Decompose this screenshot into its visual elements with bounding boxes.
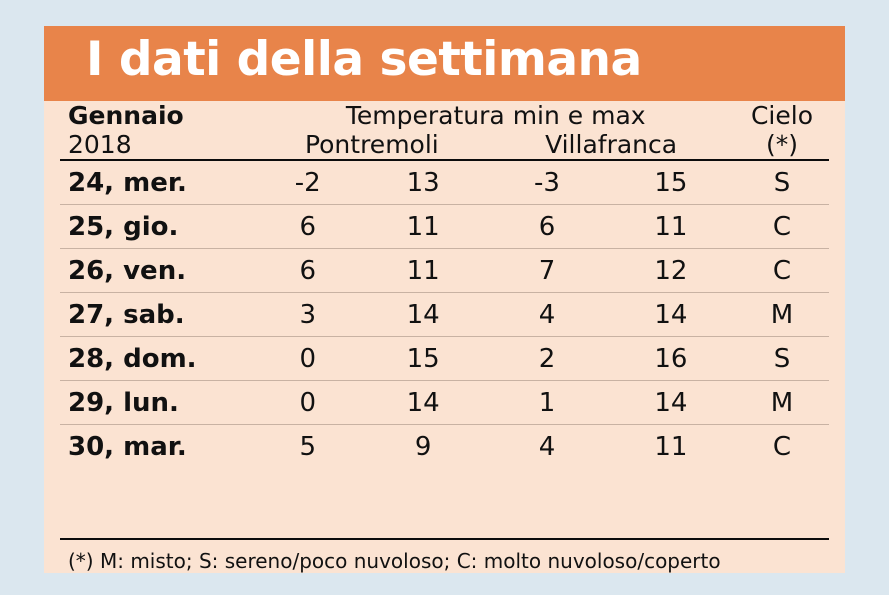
row-pontremoli-min: -2	[257, 161, 360, 205]
table-row	[60, 424, 829, 468]
row-pontremoli-min: 5	[299, 431, 317, 462]
row-day: 30, mar.	[68, 431, 187, 462]
row-pontremoli-max: 13	[359, 161, 487, 205]
row-pontremoli-max: 14	[359, 380, 487, 424]
row-sky: S	[735, 336, 829, 380]
row-pontremoli-max: 14	[359, 292, 487, 336]
row-day: 28, dom.	[60, 336, 257, 380]
header-sky-note: (*)	[765, 129, 798, 159]
row-villafranca-min: 1	[487, 380, 607, 424]
row-villafranca-max: 16	[607, 336, 735, 380]
table-row	[60, 292, 829, 336]
table-row	[60, 336, 829, 380]
header-temperature: Temperatura min e max	[345, 100, 646, 130]
row-villafranca-max: 14	[607, 380, 735, 424]
table-row	[60, 248, 829, 292]
row-day: 27, sab.	[60, 292, 257, 336]
legend-footnote: (*) M: misto; S: sereno/poco nuvoloso; C: molto nuvoloso/coperto	[68, 549, 721, 573]
row-day: 29, lun.	[60, 380, 257, 424]
row-pontremoli-max: 15	[359, 336, 487, 380]
table-header-row-primary	[60, 101, 829, 130]
row-villafranca-min: 6	[487, 204, 607, 248]
row-villafranca-max: 14	[607, 292, 735, 336]
row-villafranca-min: 2	[487, 336, 607, 380]
row-villafranca-min: 4	[538, 431, 556, 462]
row-pontremoli-max: 11	[359, 248, 487, 292]
header-year: 2018	[68, 129, 132, 159]
header-month: Gennaio	[68, 100, 184, 130]
row-villafranca-min: 4	[487, 292, 607, 336]
row-day: 24, mer.	[60, 161, 257, 205]
row-villafranca-max: 11	[654, 431, 688, 462]
header-sky: Cielo	[750, 100, 813, 130]
row-pontremoli-min: 6	[257, 248, 360, 292]
row-villafranca-max: 15	[607, 161, 735, 205]
row-pontremoli-min: 0	[257, 380, 360, 424]
row-sky: M	[735, 380, 829, 424]
header-station-villafranca: Villafranca	[545, 129, 678, 159]
row-sky: S	[735, 161, 829, 205]
row-sky: C	[735, 248, 829, 292]
row-villafranca-min: -3	[487, 161, 607, 205]
row-pontremoli-min: 6	[257, 204, 360, 248]
row-pontremoli-max: 9	[414, 431, 432, 462]
row-pontremoli-max: 11	[359, 204, 487, 248]
row-sky: C	[772, 431, 792, 462]
row-day: 25, gio.	[60, 204, 257, 248]
row-sky: M	[735, 292, 829, 336]
row-villafranca-min: 7	[487, 248, 607, 292]
weather-table	[60, 101, 829, 468]
row-villafranca-max: 11	[607, 204, 735, 248]
row-day: 26, ven.	[60, 248, 257, 292]
weather-data-card	[44, 26, 845, 573]
table-row	[60, 161, 829, 205]
card-title-bar	[44, 26, 845, 101]
table-row	[60, 204, 829, 248]
table-header-row-secondary	[60, 130, 829, 159]
row-pontremoli-min: 0	[257, 336, 360, 380]
row-sky: C	[735, 204, 829, 248]
table-row	[60, 380, 829, 424]
row-villafranca-max: 12	[607, 248, 735, 292]
weather-table-container	[44, 101, 845, 538]
page-title: I dati della settimana	[86, 32, 642, 87]
row-pontremoli-min: 3	[257, 292, 360, 336]
header-station-pontremoli: Pontremoli	[304, 129, 439, 159]
